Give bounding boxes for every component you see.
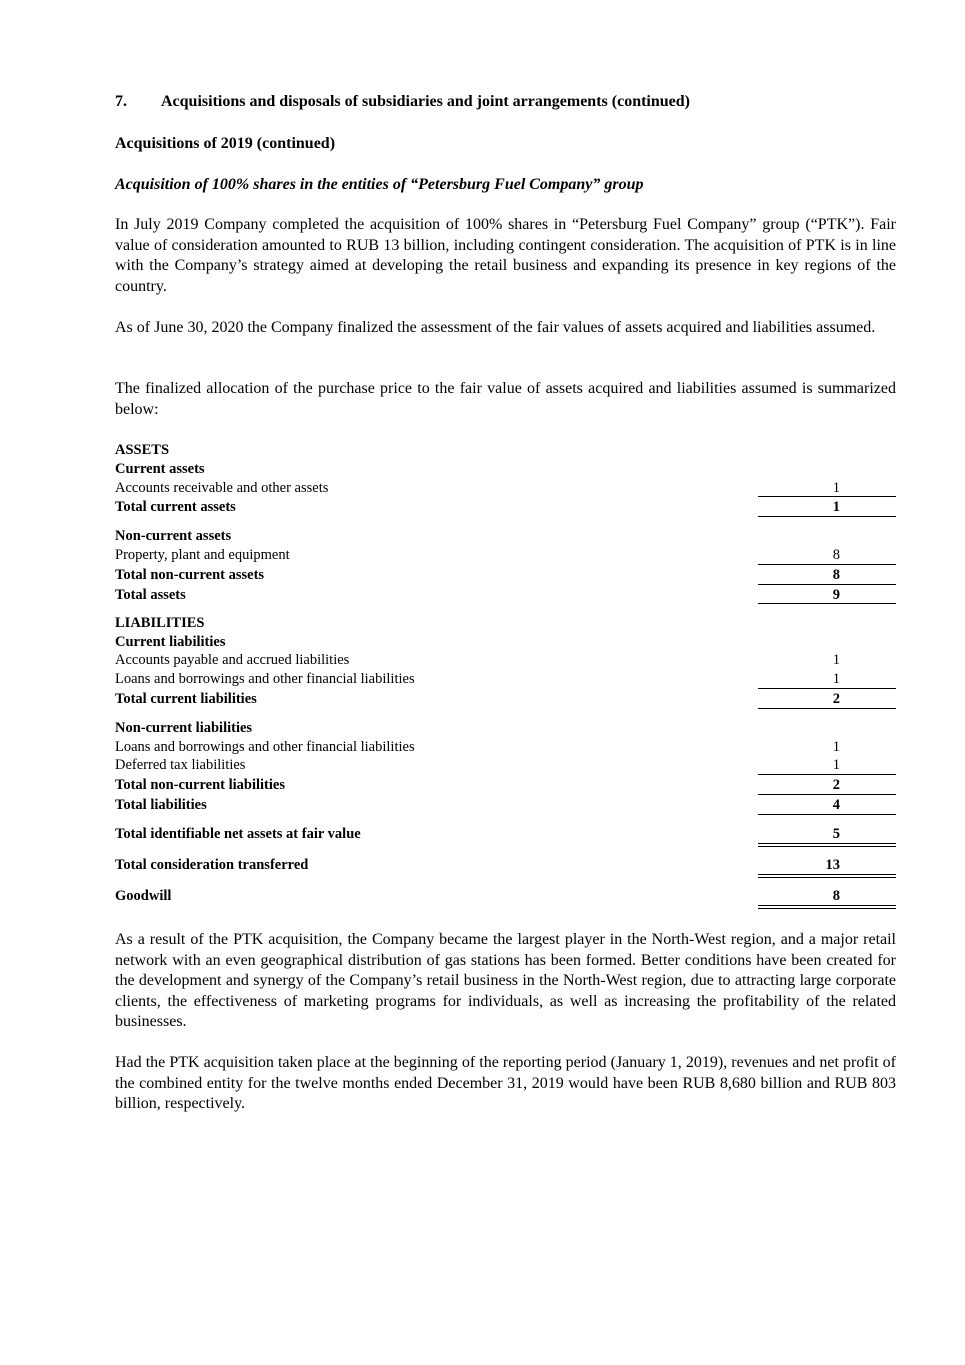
table-row-total: Total non-current liabilities 2 <box>115 777 840 793</box>
table-row: Loans and borrowings and other financial liabilities 1 <box>115 671 840 687</box>
table-row: Loans and borrowings and other financial liabilities 1 <box>115 739 840 755</box>
table-row-total: Total non-current assets 8 <box>115 567 840 583</box>
underline <box>758 794 896 795</box>
table-row-total: Total identifiable net assets at fair value 5 <box>115 826 840 842</box>
underline <box>758 516 896 517</box>
underline <box>758 846 896 847</box>
underline <box>758 688 896 689</box>
acquisition-heading: Acquisition of 100% shares in the entities of “Petersburg Fuel Company” group <box>115 176 644 193</box>
underline <box>758 843 896 844</box>
underline <box>758 774 896 775</box>
table-row-goodwill: Goodwill 8 <box>115 888 840 904</box>
current-assets-header: Current assets <box>115 461 205 477</box>
underline <box>758 708 896 709</box>
table-row: Property, plant and equipment 8 <box>115 547 840 563</box>
paragraph-assessment: As of June 30, 2020 the Company finalized the assessment of the fair values of assets acquired and liabilities assumed. <box>115 319 876 336</box>
subsection-title: Acquisitions of 2019 (continued) <box>115 135 336 152</box>
table-row: Accounts payable and accrued liabilities 1 <box>115 652 840 668</box>
assets-header: ASSETS <box>115 442 170 458</box>
underline <box>758 584 896 585</box>
underline <box>758 564 896 565</box>
underline <box>758 814 896 815</box>
paragraph-proforma: Had the PTK acquisition taken place at the beginning of the reporting period (January 1, 2019), revenues and net profit of the combined entity for the twelve months ended December 31, 2019 would have been RUB 8,680 billion and RUB 803 billion, respectively. <box>115 1054 896 1112</box>
table-row-total: Total liabilities 4 <box>115 797 840 813</box>
table-row-total: Total assets 9 <box>115 587 840 603</box>
current-liabilities-header: Current liabilities <box>115 634 226 650</box>
non-current-assets-header: Non-current assets <box>115 528 232 544</box>
underline <box>758 603 896 604</box>
section-number: 7. <box>115 93 127 110</box>
section-heading <box>115 92 690 112</box>
paragraph-allocation: The finalized allocation of the purchase price to the fair value of assets acquired and liabilities assumed is summarized below: <box>115 380 896 418</box>
table-row-total: Total current assets 1 <box>115 499 840 515</box>
paragraph-intro: In July 2019 Company completed the acquisition of 100% shares in “Petersburg Fuel Company” group (“PTK”). Fair value of consideration amounted to RUB 13 billion, including contingent consideration. The acquisition of PTK is in line with the Company’s strategy aimed at developing the retail business and expanding its presence in key regions of the country. <box>115 216 896 295</box>
underline <box>758 908 896 909</box>
table-row-total: Total current liabilities 2 <box>115 691 840 707</box>
underline <box>758 905 896 906</box>
liabilities-header: LIABILITIES <box>115 615 205 631</box>
table-row: Accounts receivable and other assets 1 <box>115 480 840 496</box>
underline <box>758 874 896 875</box>
table-row: Deferred tax liabilities 1 <box>115 757 840 773</box>
underline <box>758 496 896 497</box>
section-title: Acquisitions and disposals of subsidiaries and joint arrangements (continued) <box>161 93 690 110</box>
table-row-total: Total consideration transferred 13 <box>115 857 840 873</box>
non-current-liabilities-header: Non-current liabilities <box>115 720 253 736</box>
underline <box>758 877 896 878</box>
paragraph-result: As a result of the PTK acquisition, the Company became the largest player in the North-West region, and a major retail network with an even geographical distribution of gas stations has been formed. Better conditions have been created for the development and synergy of the Company’s retail business in the North-West region, due to attracting large corporate clients, the effectiveness of marketing programs for individuals, as well as increasing the profitability of the related businesses. <box>115 931 896 1030</box>
